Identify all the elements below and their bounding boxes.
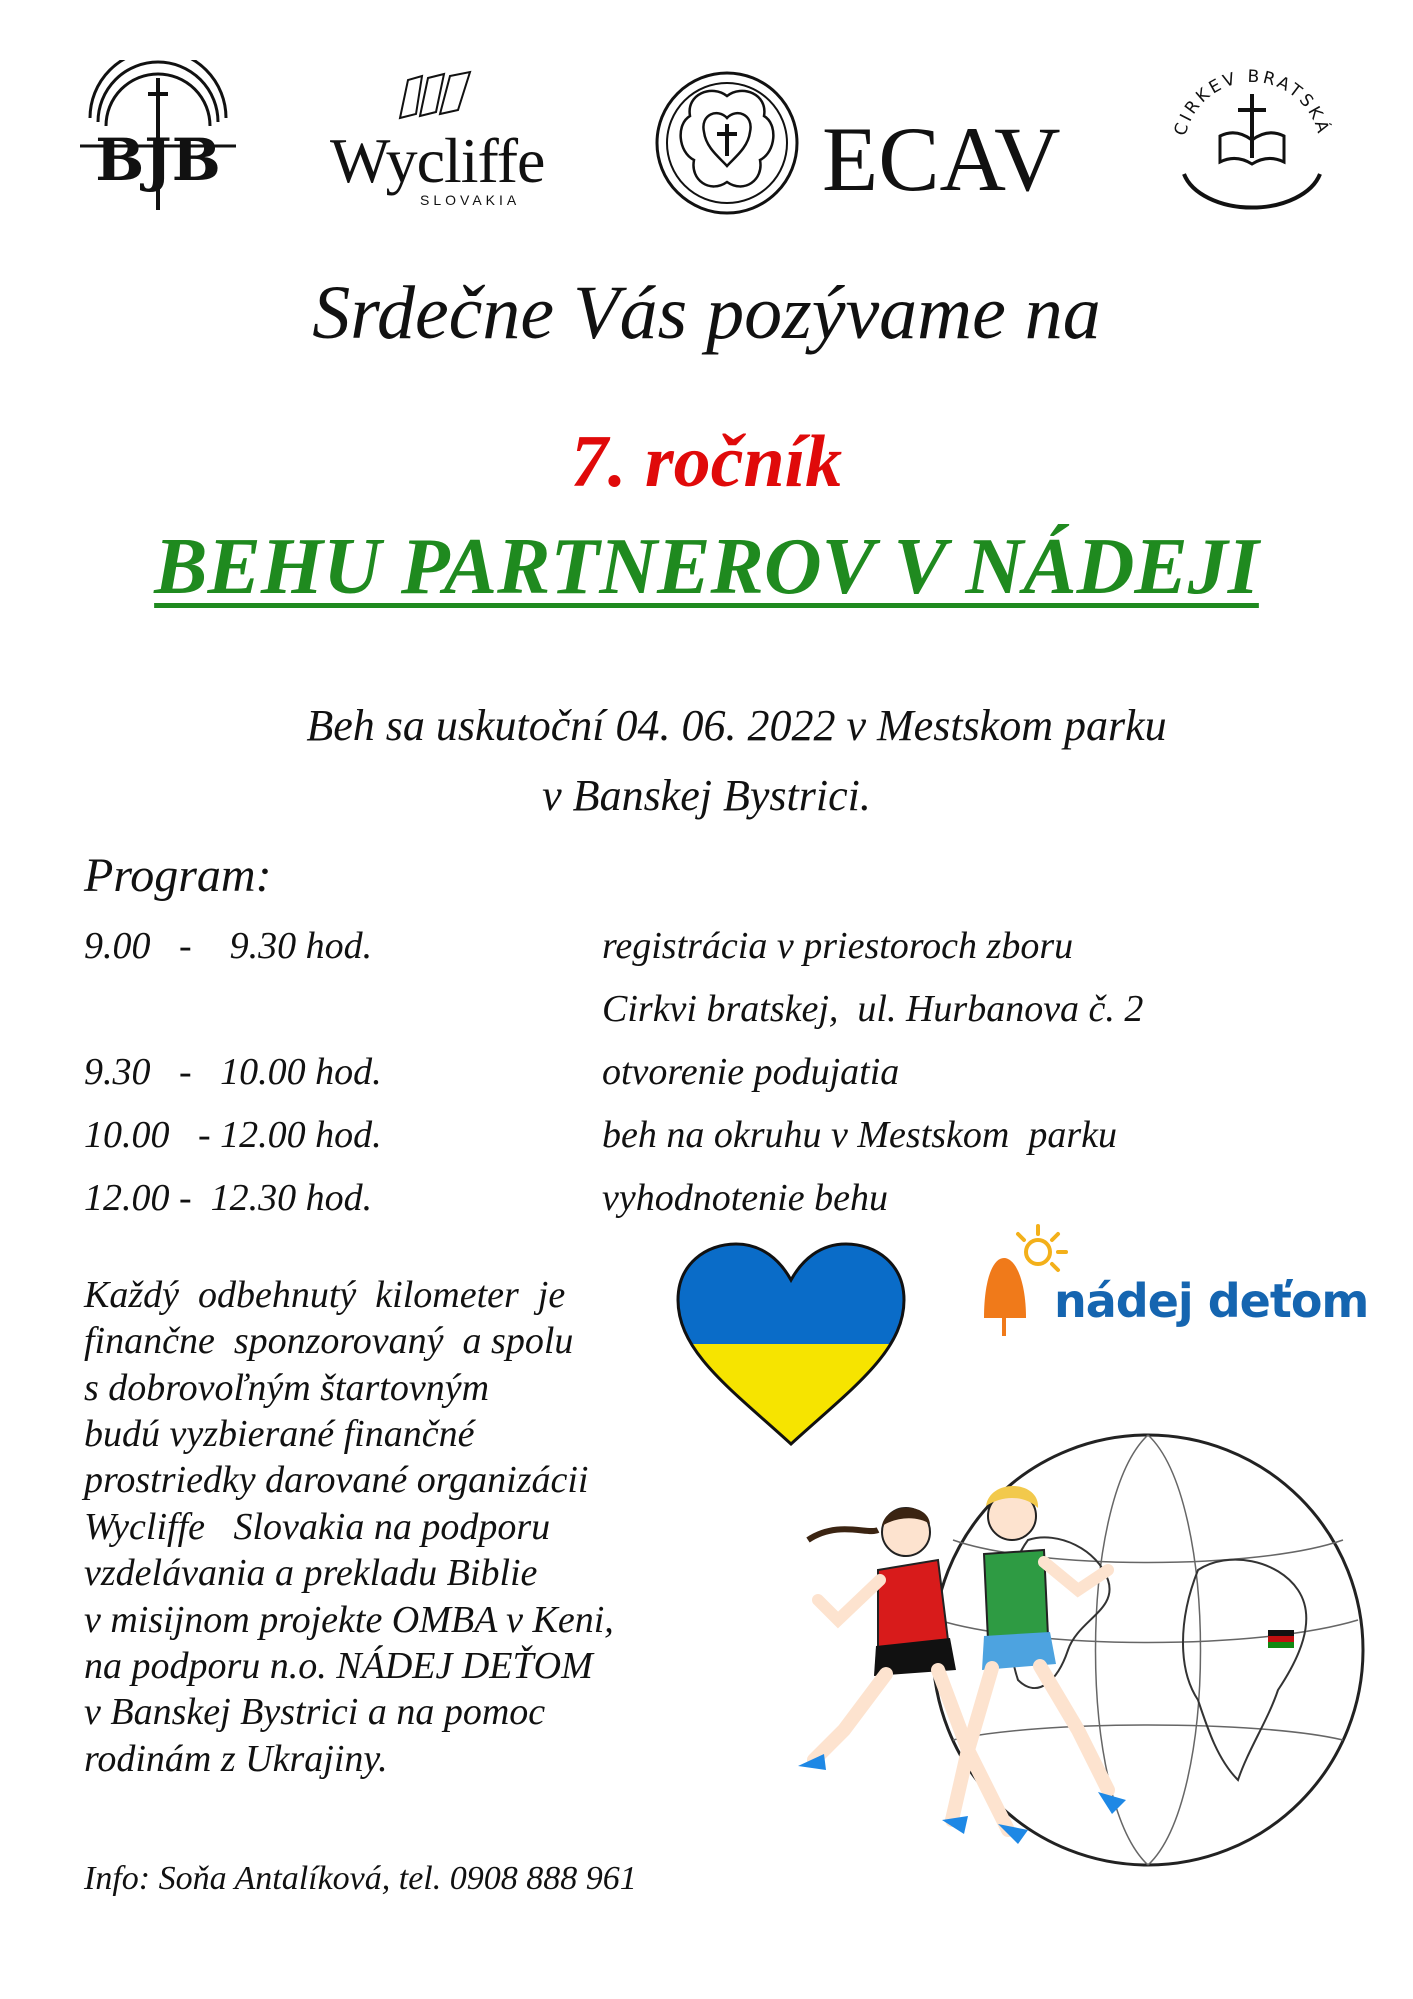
ukraine-heart-icon bbox=[672, 1240, 910, 1450]
donation-line: vzdelávania a prekladu Biblie bbox=[84, 1552, 538, 1595]
contact-info: Info: Soňa Antalíková, tel. 0908 888 961 bbox=[84, 1860, 637, 1897]
donation-line: finančne sponzorovaný a spolu bbox=[84, 1320, 574, 1363]
runners-globe-illustration bbox=[778, 1420, 1368, 1900]
program-time: 10.00 - 12.00 hod. bbox=[84, 1114, 382, 1156]
program-time: 9.30 - 10.00 hod. bbox=[84, 1051, 382, 1093]
program-description: Cirkvi bratskej, ul. Hurbanova č. 2 bbox=[602, 988, 1144, 1030]
wycliffe-subtitle: SLOVAKIA bbox=[420, 192, 521, 208]
donation-line: v misijnom projekte OMBA v Keni, bbox=[84, 1598, 614, 1641]
program-time: 9.00 - 9.30 hod. bbox=[84, 925, 373, 967]
donation-line: rodinám z Ukrajiny. bbox=[84, 1737, 388, 1780]
program-description: beh na okruhu v Mestskom parku bbox=[602, 1114, 1118, 1156]
wycliffe-wordmark: Wycliffe bbox=[330, 125, 545, 196]
event-date-line: Beh sa uskutoční 04. 06. 2022 v Mestskom parku bbox=[306, 701, 1167, 750]
donation-line: s dobrovoľným štartovným bbox=[84, 1366, 490, 1409]
edition-label: 7. ročník bbox=[570, 421, 843, 503]
ecav-logo bbox=[652, 64, 1064, 224]
cirkev-bratska-logo bbox=[1162, 54, 1342, 224]
ecav-wordmark: ECAV bbox=[822, 108, 1061, 210]
wycliffe-logo bbox=[330, 68, 562, 208]
program-description: otvorenie podujatia bbox=[602, 1051, 900, 1093]
program-description: vyhodnotenie behu bbox=[602, 1177, 888, 1219]
donation-paragraph bbox=[84, 1272, 704, 1782]
event-place-line: v Banskej Bystrici. bbox=[542, 771, 871, 820]
donation-line: v Banskej Bystrici a na pomoc bbox=[84, 1691, 546, 1734]
bjb-logo bbox=[78, 60, 238, 220]
event-title-text: BEHU PARTNEROV V NÁDEJI bbox=[154, 523, 1259, 611]
svg-text:BJB: BJB bbox=[95, 126, 221, 194]
program-heading: Program: bbox=[84, 849, 272, 902]
event-title bbox=[0, 522, 1413, 613]
nadej-detom-logo bbox=[982, 1222, 1369, 1340]
program-description: registrácia v priestoroch zboru bbox=[602, 925, 1074, 967]
nadej-detom-wordmark: nádej deťom bbox=[1054, 1274, 1369, 1328]
cirkev-bratska-arc-text: CIRKEV BRATSKÁ bbox=[1170, 66, 1334, 139]
donation-line: prostriedky darované organizácii bbox=[84, 1459, 589, 1502]
donation-line: na podporu n.o. NÁDEJ DEŤOM bbox=[84, 1644, 593, 1687]
donation-line: Wycliffe Slovakia na podporu bbox=[84, 1505, 551, 1548]
invitation-text: Srdečne Vás pozývame na bbox=[312, 271, 1101, 355]
donation-line: Každý odbehnutý kilometer je bbox=[84, 1274, 566, 1316]
program-time: 12.00 - 12.30 hod. bbox=[84, 1177, 373, 1219]
donation-line: budú vyzbierané finančné bbox=[84, 1413, 475, 1456]
